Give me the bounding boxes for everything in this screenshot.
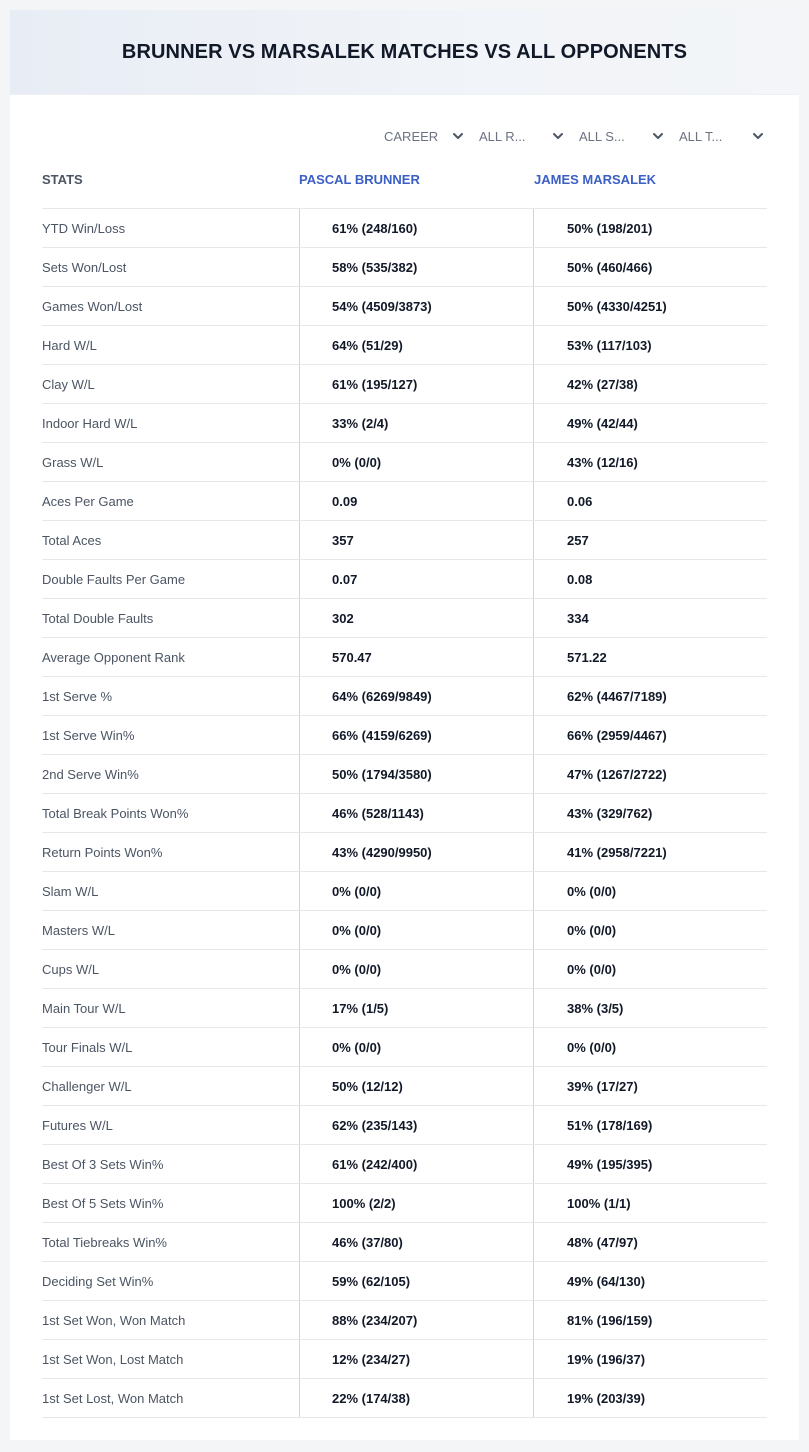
player1-value: 64% (51/29) <box>299 326 533 364</box>
player2-value: 571.22 <box>533 638 767 676</box>
stat-name: 1st Serve % <box>42 688 113 704</box>
player1-value: 570.47 <box>299 638 533 676</box>
stat-name: Total Double Faults <box>42 610 154 626</box>
chevron-down-icon <box>552 130 564 142</box>
table-row <box>42 560 767 599</box>
chevron-down-icon <box>452 130 464 142</box>
table-row <box>42 1184 767 1223</box>
player2-value: 50% (4330/4251) <box>533 287 767 325</box>
table-row <box>42 248 767 287</box>
filter-label: ALL T... <box>679 128 723 144</box>
player1-value: 0% (0/0) <box>299 1028 533 1066</box>
table-row <box>42 365 767 404</box>
player2-value: 257 <box>533 521 767 559</box>
table-row <box>42 1379 767 1418</box>
filter-bar <box>10 126 799 146</box>
table-row <box>42 482 767 521</box>
filter-label: ALL R... <box>479 128 526 144</box>
player1-value: 43% (4290/9950) <box>299 833 533 871</box>
stat-name: Total Aces <box>42 532 102 548</box>
player1-value: 61% (242/400) <box>299 1145 533 1183</box>
table-row <box>42 1028 767 1067</box>
table-row <box>42 716 767 755</box>
stat-name: Tour Finals W/L <box>42 1039 133 1055</box>
player1-value: 50% (1794/3580) <box>299 755 533 793</box>
stat-name: YTD Win/Loss <box>42 220 126 236</box>
stat-name: 1st Set Won, Lost Match <box>42 1351 184 1367</box>
table-row <box>42 404 767 443</box>
stat-name: 1st Serve Win% <box>42 727 135 743</box>
filter-dropdown-period[interactable] <box>384 126 464 146</box>
table-row <box>42 1301 767 1340</box>
stat-name: Challenger W/L <box>42 1078 132 1094</box>
player1-value: 50% (12/12) <box>299 1067 533 1105</box>
player1-value: 0% (0/0) <box>299 950 533 988</box>
table-row <box>42 677 767 716</box>
player1-value: 100% (2/2) <box>299 1184 533 1222</box>
stat-name: Main Tour W/L <box>42 1000 126 1016</box>
table-row <box>42 443 767 482</box>
player2-value: 0% (0/0) <box>533 950 767 988</box>
stat-name: Return Points Won% <box>42 844 163 860</box>
player1-value: 22% (174/38) <box>299 1379 533 1417</box>
column-header-stats: STATS <box>42 172 83 187</box>
player2-value: 53% (117/103) <box>533 326 767 364</box>
filter-dropdown-round[interactable] <box>479 126 564 146</box>
stat-name: Sets Won/Lost <box>42 259 127 275</box>
stat-name: Cups W/L <box>42 961 100 977</box>
player1-value: 58% (535/382) <box>299 248 533 286</box>
table-row <box>42 989 767 1028</box>
player2-value: 0% (0/0) <box>533 1028 767 1066</box>
player2-value: 41% (2958/7221) <box>533 833 767 871</box>
player2-value: 38% (3/5) <box>533 989 767 1027</box>
stat-name: Masters W/L <box>42 922 115 938</box>
stat-name: Double Faults Per Game <box>42 571 186 587</box>
filter-dropdown-tournament[interactable] <box>679 126 764 146</box>
column-header-player2-link[interactable]: JAMES MARSALEK <box>534 172 657 187</box>
table-row <box>42 755 767 794</box>
table-row <box>42 833 767 872</box>
player1-value: 302 <box>299 599 533 637</box>
player1-value: 64% (6269/9849) <box>299 677 533 715</box>
player2-value: 42% (27/38) <box>533 365 767 403</box>
stat-name: Slam W/L <box>42 883 99 899</box>
player1-value: 0% (0/0) <box>299 911 533 949</box>
player1-value: 0% (0/0) <box>299 443 533 481</box>
filter-label: CAREER <box>384 128 439 144</box>
table-row <box>42 1067 767 1106</box>
table-row <box>42 1145 767 1184</box>
player1-value: 54% (4509/3873) <box>299 287 533 325</box>
stat-name: 1st Set Won, Won Match <box>42 1312 186 1328</box>
table-row <box>42 326 767 365</box>
player2-value: 19% (203/39) <box>533 1379 767 1417</box>
table-row <box>42 209 767 248</box>
player2-value: 39% (17/27) <box>533 1067 767 1105</box>
stat-name: Total Tiebreaks Win% <box>42 1234 167 1250</box>
player2-value: 0% (0/0) <box>533 872 767 910</box>
player1-value: 17% (1/5) <box>299 989 533 1027</box>
player1-value: 33% (2/4) <box>299 404 533 442</box>
stat-name: Futures W/L <box>42 1117 113 1133</box>
column-header-player1-link[interactable]: PASCAL BRUNNER <box>299 172 420 187</box>
stat-name: Deciding Set Win% <box>42 1273 154 1289</box>
player2-value: 51% (178/169) <box>533 1106 767 1144</box>
table-row <box>42 521 767 560</box>
stat-name: Indoor Hard W/L <box>42 415 138 431</box>
stats-card <box>10 10 799 1440</box>
player2-value: 50% (198/201) <box>533 209 767 247</box>
stat-name: Average Opponent Rank <box>42 649 185 665</box>
table-row <box>42 1106 767 1145</box>
player2-value: 49% (42/44) <box>533 404 767 442</box>
stat-name: Best Of 5 Sets Win% <box>42 1195 164 1211</box>
player2-value: 0% (0/0) <box>533 911 767 949</box>
page-title: BRUNNER VS MARSALEK MATCHES VS ALL OPPONENTS <box>121 40 688 63</box>
player1-value: 46% (528/1143) <box>299 794 533 832</box>
stat-name: Grass W/L <box>42 454 104 470</box>
player2-value: 81% (196/159) <box>533 1301 767 1339</box>
player2-value: 43% (12/16) <box>533 443 767 481</box>
filter-label: ALL S... <box>579 128 625 144</box>
player1-value: 12% (234/27) <box>299 1340 533 1378</box>
stat-name: 2nd Serve Win% <box>42 766 139 782</box>
stat-name: Best Of 3 Sets Win% <box>42 1156 164 1172</box>
player2-value: 50% (460/466) <box>533 248 767 286</box>
player2-value: 49% (195/395) <box>533 1145 767 1183</box>
table-header <box>42 170 767 209</box>
table-row <box>42 872 767 911</box>
player1-value: 88% (234/207) <box>299 1301 533 1339</box>
player2-value: 0.06 <box>533 482 767 520</box>
player2-value: 43% (329/762) <box>533 794 767 832</box>
player1-value: 0.07 <box>299 560 533 598</box>
player2-value: 100% (1/1) <box>533 1184 767 1222</box>
table-row <box>42 1340 767 1379</box>
player1-value: 46% (37/80) <box>299 1223 533 1261</box>
stat-name: Hard W/L <box>42 337 97 353</box>
stat-name: Aces Per Game <box>42 493 134 509</box>
table-row <box>42 599 767 638</box>
player1-value: 357 <box>299 521 533 559</box>
player2-value: 47% (1267/2722) <box>533 755 767 793</box>
player2-value: 48% (47/97) <box>533 1223 767 1261</box>
table-row <box>42 287 767 326</box>
chevron-down-icon <box>752 130 764 142</box>
filter-dropdown-surface[interactable] <box>579 126 664 146</box>
table-row <box>42 794 767 833</box>
player1-value: 0.09 <box>299 482 533 520</box>
player1-value: 59% (62/105) <box>299 1262 533 1300</box>
page-header <box>10 10 799 95</box>
player1-value: 0% (0/0) <box>299 872 533 910</box>
table-row <box>42 950 767 989</box>
player2-value: 334 <box>533 599 767 637</box>
stats-table-body <box>42 209 767 1418</box>
stat-name: 1st Set Lost, Won Match <box>42 1390 184 1406</box>
table-row <box>42 1223 767 1262</box>
player2-value: 66% (2959/4467) <box>533 716 767 754</box>
player2-value: 19% (196/37) <box>533 1340 767 1378</box>
stat-name: Games Won/Lost <box>42 298 143 314</box>
table-row <box>42 1262 767 1301</box>
player1-value: 66% (4159/6269) <box>299 716 533 754</box>
player2-value: 49% (64/130) <box>533 1262 767 1300</box>
player1-value: 62% (235/143) <box>299 1106 533 1144</box>
player1-value: 61% (195/127) <box>299 365 533 403</box>
table-row <box>42 911 767 950</box>
player1-value: 61% (248/160) <box>299 209 533 247</box>
table-row <box>42 638 767 677</box>
stat-name: Total Break Points Won% <box>42 805 189 821</box>
chevron-down-icon <box>652 130 664 142</box>
player2-value: 62% (4467/7189) <box>533 677 767 715</box>
stat-name: Clay W/L <box>42 376 95 392</box>
player2-value: 0.08 <box>533 560 767 598</box>
